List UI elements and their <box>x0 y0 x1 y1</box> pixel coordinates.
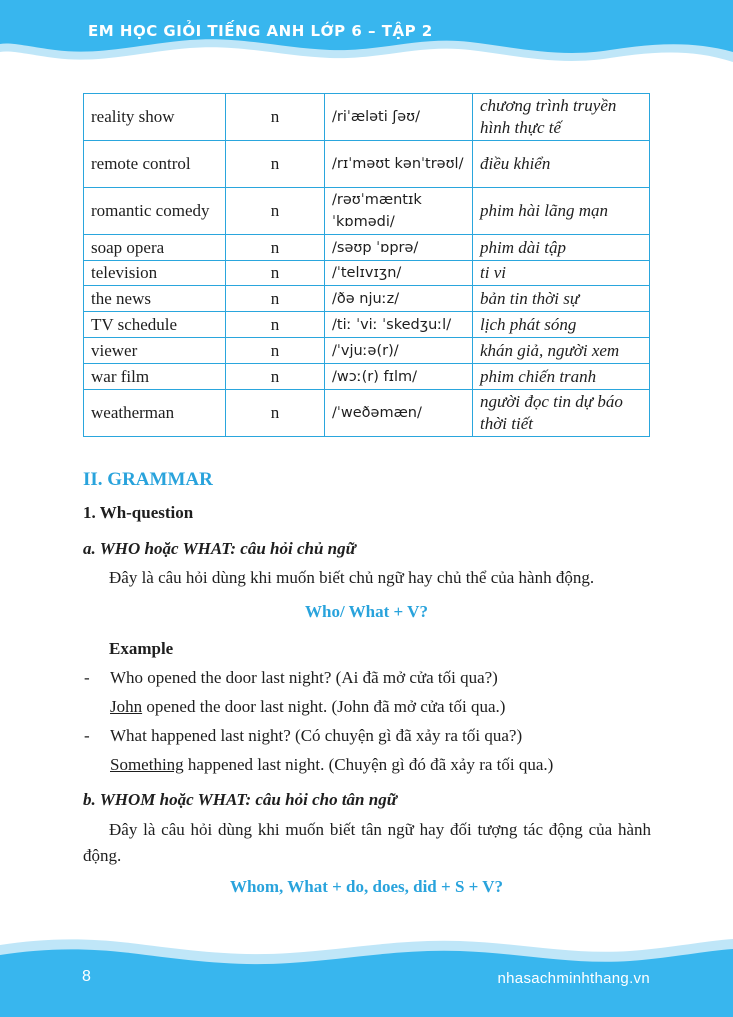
word-cell: TV schedule <box>84 312 226 338</box>
website-link[interactable]: nhasachminhthang.vn <box>497 970 650 987</box>
pos-cell: n <box>226 261 325 286</box>
word-cell: romantic comedy <box>84 188 226 235</box>
part-b-description: Đây là câu hỏi dùng khi muốn biết tân ngữ hay đối tượng tác động của hành động. <box>83 820 651 865</box>
example-question: What happened last night? (Có chuyện gì đã xảy ra tối qua?) <box>110 726 523 745</box>
meaning-cell: ti vi <box>473 261 650 286</box>
top-banner <box>0 0 733 80</box>
vocabulary-table <box>83 93 650 437</box>
meaning-cell: lịch phát sóng <box>473 312 650 338</box>
table-row <box>84 188 650 235</box>
pos-cell: n <box>226 286 325 312</box>
answer-rest: opened the door last night. (John đã mở cửa tối qua.) <box>142 697 506 716</box>
ipa-cell: /rɪˈməʊt kənˈtrəʊl/ <box>325 141 473 188</box>
meaning-cell: phim chiến tranh <box>473 364 650 390</box>
table-row <box>84 390 650 437</box>
ipa-cell: /wɔː(r) fɪlm/ <box>325 364 473 390</box>
meaning-cell: người đọc tin dự báo thời tiết <box>473 390 650 437</box>
table-row <box>84 261 650 286</box>
answer-subject: Something <box>110 755 184 774</box>
example-label: Example <box>109 639 174 658</box>
meaning-cell: điều khiển <box>473 141 650 188</box>
example-answer <box>110 755 553 775</box>
word-cell: television <box>84 261 226 286</box>
word-cell: weatherman <box>84 390 226 437</box>
table-row <box>84 94 650 141</box>
table-row <box>84 364 650 390</box>
table-row <box>84 338 650 364</box>
ipa-cell: /ˈweðəmæn/ <box>325 390 473 437</box>
word-cell: reality show <box>84 94 226 141</box>
word-cell: the news <box>84 286 226 312</box>
table-row <box>84 312 650 338</box>
pos-cell: n <box>226 141 325 188</box>
ipa-cell: /rəʊˈmæntɪk ˈkɒmədi/ <box>325 188 473 235</box>
bullet-marker: - <box>84 668 90 687</box>
meaning-cell: phim dài tập <box>473 235 650 261</box>
pos-cell: n <box>226 235 325 261</box>
pos-cell: n <box>226 94 325 141</box>
ipa-cell: /ˈtelɪvɪʒn/ <box>325 261 473 286</box>
word-cell: viewer <box>84 338 226 364</box>
pos-cell: n <box>226 390 325 437</box>
meaning-cell: phim hài lãng mạn <box>473 188 650 235</box>
part-b-formula: Whom, What + do, does, did + S + V? <box>229 877 504 896</box>
part-a-heading: a. WHO hoặc WHAT: câu hỏi chủ ngữ <box>83 539 356 558</box>
ipa-cell: /ðə njuːz/ <box>325 286 473 312</box>
word-cell: war film <box>84 364 226 390</box>
book-title: EM HỌC GIỎI TIẾNG ANH LỚP 6 – TẬP 2 <box>88 22 433 40</box>
part-a-formula: Who/ What + V? <box>305 602 428 621</box>
pos-cell: n <box>226 364 325 390</box>
table-row <box>84 141 650 188</box>
example-answer <box>110 697 505 717</box>
ipa-cell: /ˈvjuːə(r)/ <box>325 338 473 364</box>
word-cell: remote control <box>84 141 226 188</box>
ipa-cell: /riˈæləti ʃəʊ/ <box>325 94 473 141</box>
word-cell: soap opera <box>84 235 226 261</box>
table-row <box>84 235 650 261</box>
meaning-cell: chương trình truyền hình thực tế <box>473 94 650 141</box>
page-number: 8 <box>82 968 91 985</box>
subsection-heading: 1. Wh-question <box>83 503 194 522</box>
example-question: Who opened the door last night? (Ai đã mở cửa tối qua?) <box>110 668 498 687</box>
ipa-cell: /tiː ˈviː ˈskedʒuːl/ <box>325 312 473 338</box>
pos-cell: n <box>226 188 325 235</box>
table-row <box>84 286 650 312</box>
answer-subject: John <box>110 697 143 716</box>
bullet-marker: - <box>84 726 90 745</box>
section-title: II. GRAMMAR <box>83 469 213 490</box>
meaning-cell: khán giả, người xem <box>473 338 650 364</box>
part-a-description: Đây là câu hỏi dùng khi muốn biết chủ ngữ hay chủ thể của hành động. <box>109 568 595 587</box>
meaning-cell: bản tin thời sự <box>473 286 650 312</box>
pos-cell: n <box>226 338 325 364</box>
pos-cell: n <box>226 312 325 338</box>
ipa-cell: /səʊp ˈɒprə/ <box>325 235 473 261</box>
answer-rest: happened last night. (Chuyện gì đó đã xảy ra tối qua.) <box>183 755 554 774</box>
part-b-heading: b. WHOM hoặc WHAT: câu hỏi cho tân ngữ <box>83 790 397 809</box>
